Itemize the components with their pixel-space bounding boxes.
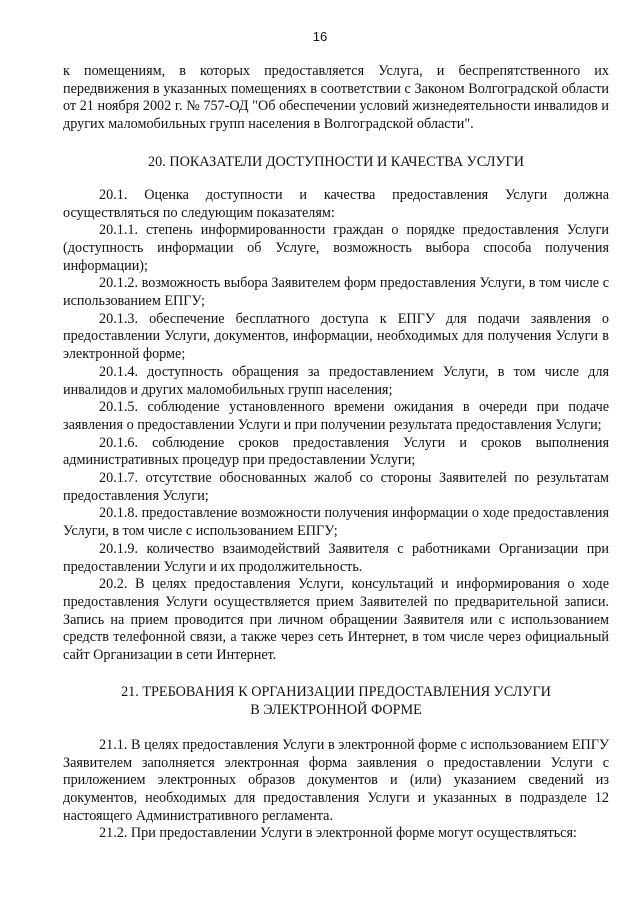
paragraph-20-1-7: 20.1.7. отсутствие обоснованных жалоб со стороны Заявителей по результатам предоставления Услуги; — [63, 470, 609, 504]
paragraph-20-2: 20.2. В целях предоставления Услуги, консультаций и информирования о ходе предоставления Услуги осуществляется прием Заявителей по предварительной записи. Запись на прием проводится при личном обращении Заявителя или с использованием средств телефонной связи, а также через сеть Интернет, в том числе через официальный сайт Организации в сети Интернет. — [63, 576, 609, 664]
paragraph-21-2: 21.2. При предоставлении Услуги в электронной форме могут осуществляться: — [99, 825, 577, 842]
page-number: 16 — [312, 29, 328, 44]
paragraph-20-1-3: 20.1.3. обеспечение бесплатного доступа к ЕПГУ для подачи заявления о предоставлении Услуги, документов, информации, необходимых для получения Услуги в электронной форме; — [63, 310, 609, 363]
paragraph-20-1-6: 20.1.6. соблюдение сроков предоставления Услуги и сроков выполнения административных процедур при предоставлении Услуги; — [63, 434, 609, 469]
section-21-heading-line2: В ЭЛЕКТРОННОЙ ФОРМЕ — [250, 701, 422, 718]
paragraph-20-1-4: 20.1.4. доступность обращения за предоставлением Услуги, в том числе для инвалидов и других маломобильных групп населения; — [63, 363, 609, 398]
section-20-heading: 20. ПОКАЗАТЕЛИ ДОСТУПНОСТИ И КАЧЕСТВА УСЛУГИ — [148, 153, 524, 170]
paragraph-20-1-1: 20.1.1. степень информированности граждан о порядке предоставления Услуги (доступность информации об Услуге, возможность выбора способа получения информации); — [63, 222, 609, 274]
paragraph-20-1-8: 20.1.8. предоставление возможности получения информации о ходе предоставления Услуги, в том числе с использованием ЕПГУ; — [63, 505, 609, 540]
paragraph-20-1-5: 20.1.5. соблюдение установленного времени ожидания в очереди при подаче заявления о предоставлении Услуги и при получении результата предоставления Услуги; — [63, 399, 609, 433]
paragraph-20-1-2: 20.1.2. возможность выбора Заявителем форм предоставления Услуги, в том числе с использованием ЕПГУ; — [63, 275, 609, 310]
paragraph-20-1-9: 20.1.9. количество взаимодействий Заявителя с работниками Организации при предоставлении Услуги и их продолжительность. — [63, 540, 609, 575]
intro-paragraph: к помещениям, в которых предоставляется Услуга, и беспрепятственного их передвижения в указанных помещениях в соответствии с Законом Волгоградской области от 21 ноября 2002 г. № 757-ОД "Об обеспечении условий жизнедеятельности инвалидов и других маломобильных групп населения в Волгоградской области". — [63, 63, 609, 133]
paragraph-20-1: 20.1. Оценка доступности и качества предоставления Услуги должна осуществляться по следующим показателям: — [63, 186, 609, 221]
section-21-heading — [63, 683, 609, 719]
section-21-heading-line1: 21. ТРЕБОВАНИЯ К ОРГАНИЗАЦИИ ПРЕДОСТАВЛЕНИЯ УСЛУГИ — [121, 683, 551, 700]
document-body — [63, 63, 609, 843]
paragraph-21-1: 21.1. В целях предоставления Услуги в электронной форме с использованием ЕПГУ Заявителем заполняется электронная форма заявления о предоставлении Услуги с приложением электронных образов документов и (или) указанием сведений из документов, необходимых для предоставления Услуги и указанных в подразделе 12 настоящего Административного регламента. — [63, 736, 609, 824]
